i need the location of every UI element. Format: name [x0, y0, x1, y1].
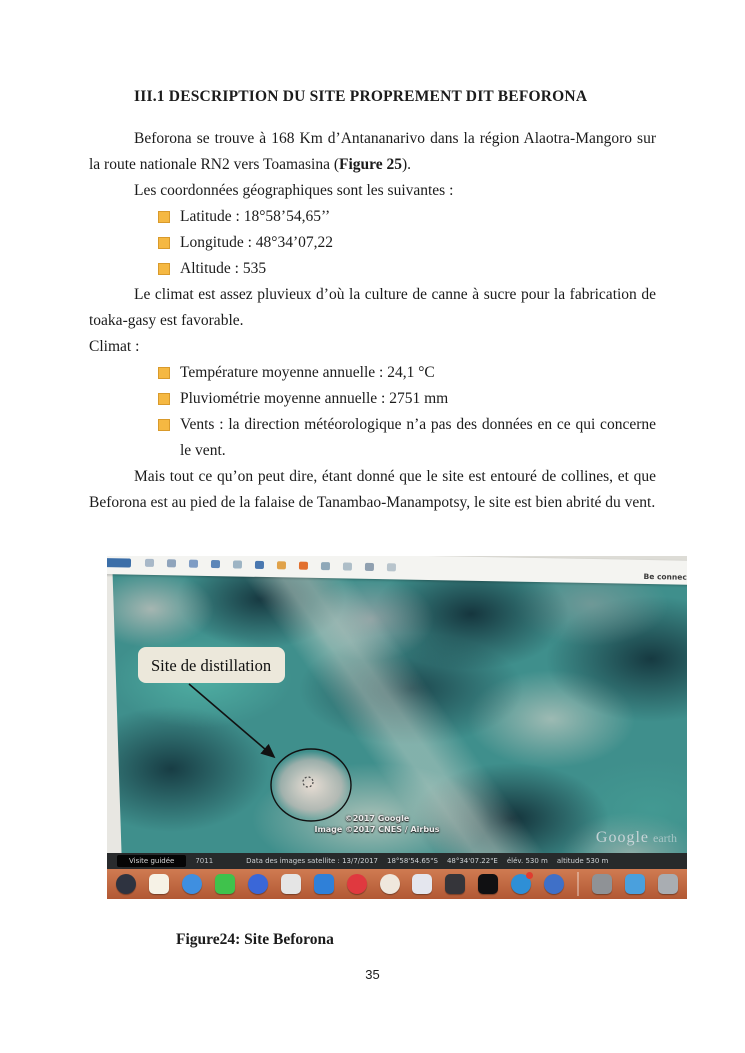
bullet-square-icon: [158, 211, 170, 223]
page-content: [89, 88, 687, 982]
bullet-square-icon: [158, 393, 170, 405]
guided-tour-button: Visite guidée: [117, 855, 186, 867]
list-item: [89, 360, 656, 386]
watermark-line1: ©2017 Google: [344, 814, 410, 823]
annotation-overlay: [107, 556, 687, 899]
climate-winds: Vents : la direction météorologique n’a pas des données en ce qui concerne le vent.: [180, 416, 656, 459]
figure-reference: Figure 25: [339, 156, 402, 173]
hand-cursor-icon: [303, 777, 313, 787]
climate-label: Climat :: [89, 338, 140, 355]
figure-caption: Figure24: Site Beforona: [176, 931, 334, 948]
watermark-line2: Image ©2017 CNES / Airbus: [314, 825, 440, 834]
list-item: [89, 386, 656, 412]
coordinates-list: [89, 204, 656, 282]
status-latitude: 18°58'54.65"S: [386, 857, 438, 865]
coordinate-longitude: Longitude : 48°34’07,22: [180, 234, 334, 251]
callout-label: Site de distillation: [151, 656, 272, 675]
site-circle: [271, 749, 351, 821]
imagery-date: Data des images satellite : 13/7/2017: [246, 857, 378, 865]
bullet-square-icon: [158, 367, 170, 379]
bullet-square-icon: [158, 419, 170, 431]
list-item: [89, 412, 656, 464]
bullet-square-icon: [158, 263, 170, 275]
coords-intro: Les coordonnées géographiques sont les suivantes :: [134, 182, 454, 199]
section-heading: III.1 DESCRIPTION DU SITE PROPREMENT DIT BEFORONA: [134, 88, 588, 105]
list-item: [89, 230, 656, 256]
coordinate-altitude: Altitude : 535: [180, 260, 267, 277]
list-item: [89, 256, 656, 282]
logo-google-text: Google: [595, 829, 650, 846]
signin-link: Be connec: [643, 571, 687, 582]
coordinate-latitude: Latitude : 18°58’54,65’’: [180, 208, 331, 225]
site-photo-figure: [107, 556, 687, 899]
intro-text: Beforona se trouve à 168 Km d’Antananarivo dans la région Alaotra-Mangoro sur la route nationale RN2 vers Toamasina (: [89, 130, 656, 173]
climate-rainfall: Pluviométrie moyenne annuelle : 2751 mm: [180, 390, 449, 407]
callout-arrow: [189, 684, 273, 756]
conclusion-paragraph: Mais tout ce qu’on peut dire, étant donné que le site est entouré de collines, et que Beforona est au pied de la falaise de Tanambao-Manampotsy, le site est bien abrité du vent.: [89, 468, 656, 511]
climate-paragraph: Le climat est assez pluvieux d’où la culture de canne à sucre pour la fabrication de toaka-gasy est favorable.: [89, 286, 656, 329]
climate-temperature: Température moyenne annuelle : 24,1 °C: [180, 364, 435, 381]
status-counter: 7011: [195, 857, 214, 865]
list-item: [89, 204, 656, 230]
status-elevation: élév. 530 m: [506, 857, 548, 865]
status-altitude: altitude 530 m: [556, 857, 609, 865]
climate-list: [89, 360, 656, 464]
intro-paragraph: [89, 126, 656, 178]
intro-text-end: ).: [402, 156, 412, 173]
status-longitude: 48°34'07.22"E: [446, 857, 498, 865]
bullet-square-icon: [158, 237, 170, 249]
logo-earth-text: earth: [653, 831, 677, 845]
page-number: 35: [365, 967, 380, 982]
